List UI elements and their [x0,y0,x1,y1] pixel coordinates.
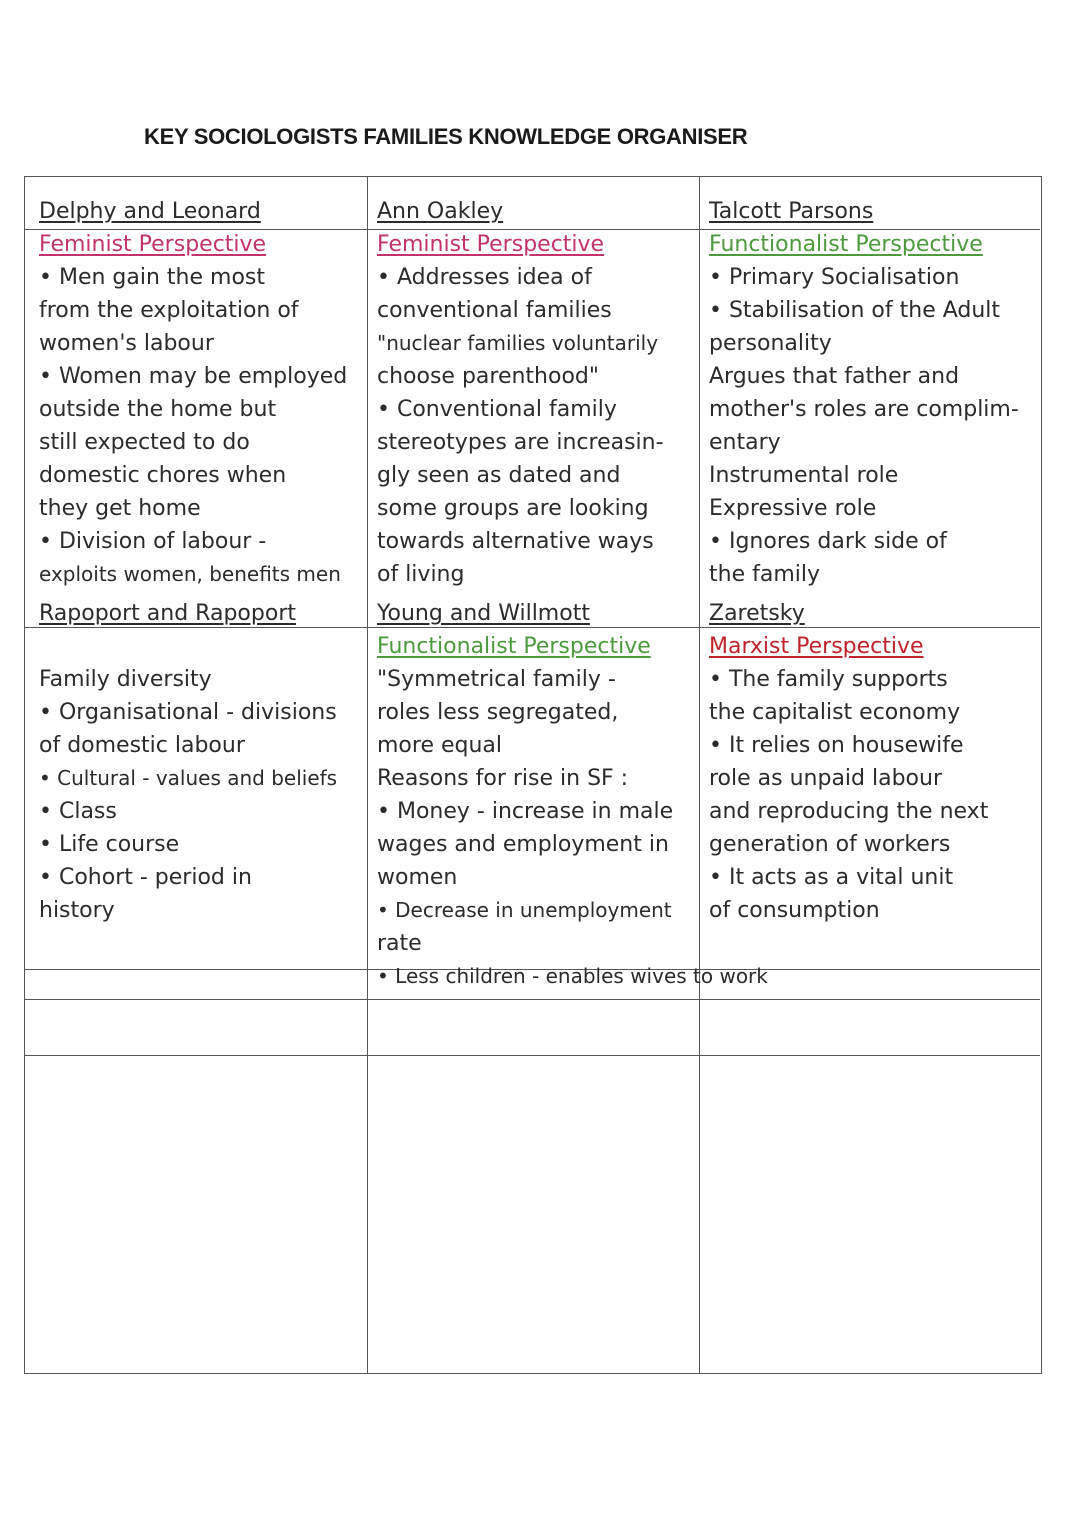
note-line: entary [709,430,781,455]
note-line: choose parenthood" [377,364,600,389]
note-line: • Cohort - period in [39,865,252,890]
note-line: • Ignores dark side of [709,529,947,554]
note-line: the capitalist economy [709,700,961,725]
column-divider-2 [699,177,700,1373]
note-line: stereotypes are increasin- [377,430,664,455]
row-divider-4 [25,1055,1040,1056]
cell-delphy-leonard [39,195,365,591]
note-line: towards alternative ways [377,529,654,554]
note-line: the family [709,562,820,587]
note-line: • Conventional family [377,397,617,422]
note-line: wages and employment in [377,832,669,857]
note-line: • Class [39,799,117,824]
note-line: of consumption [709,898,880,923]
note-line: rate [377,931,422,956]
perspective-label: Feminist Perspective [377,232,605,257]
note-line: • Less children - enables wives to work [377,964,768,988]
note-line: outside the home but [39,397,277,422]
note-line: Argues that father and [709,364,960,389]
organiser-table [24,176,1042,1374]
note-line: from the exploitation of [39,298,299,323]
note-line: Reasons for rise in SF : [377,766,629,791]
sociologist-name: Zaretsky [709,601,805,626]
row-divider-3 [25,999,1040,1000]
note-line: women [377,865,458,890]
note-line: still expected to do [39,430,250,455]
note-line: • It acts as a vital unit [709,865,954,890]
note-line: • Organisational - divisions [39,700,337,725]
note-line: Family diversity [39,667,212,692]
note-line: conventional families [377,298,612,323]
note-line: • It relies on housewife [709,733,964,758]
note-line: and reproducing the next [709,799,989,824]
note-line: "Symmetrical family - [377,667,616,692]
perspective-label: Feminist Perspective [39,232,267,257]
page-title: KEY SOCIOLOGISTS FAMILIES KNOWLEDGE ORGANISER [144,124,748,149]
column-divider-1 [367,177,368,1373]
note-line: some groups are looking [377,496,649,521]
perspective-label: Functionalist Perspective [709,232,983,257]
note-line: mother's roles are complim- [709,397,1019,422]
note-line: • Life course [39,832,180,857]
note-line: of domestic labour [39,733,245,758]
note-line: exploits women, benefits men [39,562,341,586]
cell-zaretsky [709,597,1039,927]
cell-ann-oakley [377,195,695,591]
sociologist-name: Rapoport and Rapoport [39,601,296,626]
note-line: • The family supports [709,667,948,692]
sociologist-name: Young and Willmott [377,601,590,626]
note-line: • Stabilisation of the Adult [709,298,1001,323]
note-line: of living [377,562,465,587]
note-line: • Cultural - values and beliefs [39,766,338,790]
note-line: personality [709,331,832,356]
note-line: • Men gain the most [39,265,265,290]
perspective-label: Marxist Perspective [709,634,924,659]
note-line: gly seen as dated and [377,463,621,488]
note-line: Instrumental role [709,463,899,488]
note-line: "nuclear families voluntarily [377,331,659,355]
note-line: • Addresses idea of [377,265,592,290]
note-line: more equal [377,733,503,758]
note-line: history [39,898,115,923]
cell-talcott-parsons [709,195,1039,591]
note-line: • Women may be employed [39,364,348,389]
sociologist-name: Delphy and Leonard [39,199,261,224]
note-line: Expressive role [709,496,877,521]
cell-rapoport [39,597,365,927]
spacer-line [39,630,365,663]
note-line: they get home [39,496,201,521]
note-line: • Money - increase in male [377,799,674,824]
perspective-label: Functionalist Perspective [377,634,651,659]
note-line: • Decrease in unemployment [377,898,672,922]
note-line: role as unpaid labour [709,766,943,791]
sociologist-name: Talcott Parsons [709,199,874,224]
note-line: roles less segregated, [377,700,619,725]
note-line: domestic chores when [39,463,287,488]
note-line: • Division of labour - [39,529,267,554]
note-line: women's labour [39,331,214,356]
note-line: • Primary Socialisation [709,265,960,290]
sociologist-name: Ann Oakley [377,199,504,224]
note-line: generation of workers [709,832,951,857]
